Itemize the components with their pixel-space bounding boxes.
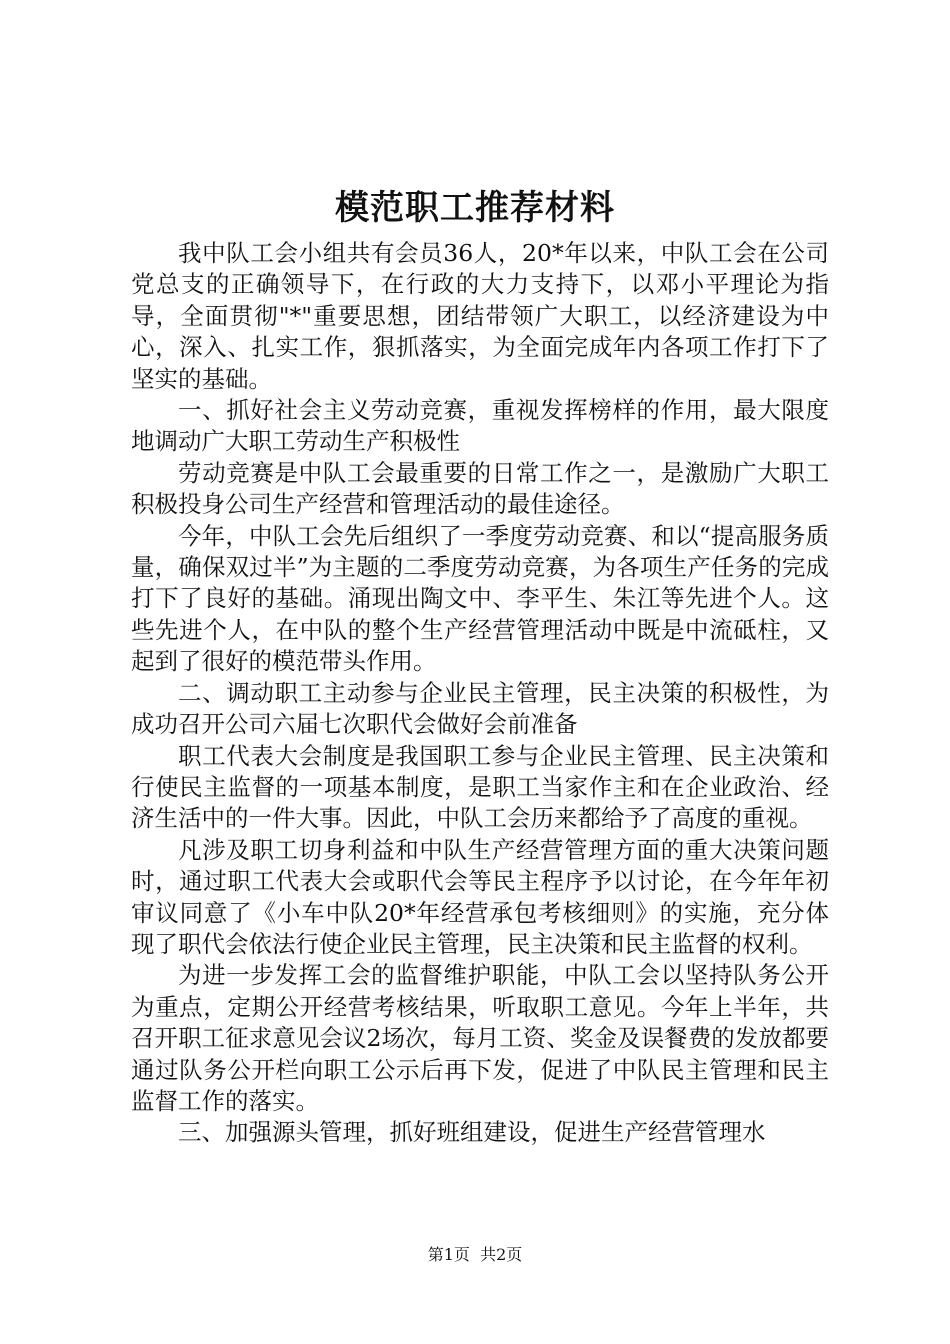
page-total: 共2页 xyxy=(480,1245,523,1264)
paragraph-intro: 我中队工会小组共有会员36人，20*年以来，中队工会在公司党总支的正确领导下，在行政的大力支持下，以邓小平理论为指导，全面贯彻"*"重要思想，团结带领广大职工，以经济建设为中心，深入、扎实工作，狠抓落实，为全面完成年内各项工作打下了坚实的基础。 xyxy=(131,239,829,393)
paragraph: 凡涉及职工切身利益和中队生产经营管理方面的重大决策问题时，通过职工代表大会或职代会等民主程序予以讨论，在今年年初审议同意了《小车中队20*年经营承包考核细则》的实施，充分体现了职代会依法行使企业民主管理，民主决策和民主监督的权利。 xyxy=(131,835,829,958)
paragraph: 为进一步发挥工会的监督维护职能，中队工会以坚持队务公开为重点，定期公开经营考核结果，听取职工意见。今年上半年，共召开职工征求意见会议2场次，每月工资、奖金及误餐费的发放都要通过队务公开栏向职工公示后再下发，促进了中队民主管理和民主监督工作的落实。 xyxy=(131,961,829,1115)
paragraph: 职工代表大会制度是我国职工参与企业民主管理、民主决策和行使民主监督的一项基本制度，是职工当家作主和在企业政治、经济生活中的一件大事。因此，中队工会历来都给予了高度的重视。 xyxy=(131,741,829,833)
page-footer xyxy=(0,1244,950,1266)
document-title: 模范职工推荐材料 xyxy=(335,188,615,228)
paragraph: 今年，中队工会先后组织了一季度劳动竞赛、和以“提高服务质量，确保双过半”为主题的二季度劳动竞赛，为各项生产任务的完成打下了良好的基础。涌现出陶文中、李平生、朱江等先进个人。这些先进个人，在中队的整个生产经营管理活动中既是中流砥柱，又起到了很好的模范带头作用。 xyxy=(131,521,829,676)
page-number: 第1页 xyxy=(427,1245,470,1264)
document-body xyxy=(131,238,829,1149)
section-heading-1: 一、抓好社会主义劳动竞赛，重视发挥榜样的作用，最大限度地调动广大职工劳动生产积极性 xyxy=(131,396,829,456)
section-heading-3: 三、加强源头管理，抓好班组建设，促进生产经营管理水 xyxy=(178,1118,766,1147)
section-heading-2: 二、调动职工主动参与企业民主管理，民主决策的积极性，为成功召开公司六届七次职代会做好会前准备 xyxy=(131,678,829,739)
paragraph: 劳动竞赛是中队工会最重要的日常工作之一，是激励广大职工积极投身公司生产经营和管理活动的最佳途径。 xyxy=(131,458,829,519)
